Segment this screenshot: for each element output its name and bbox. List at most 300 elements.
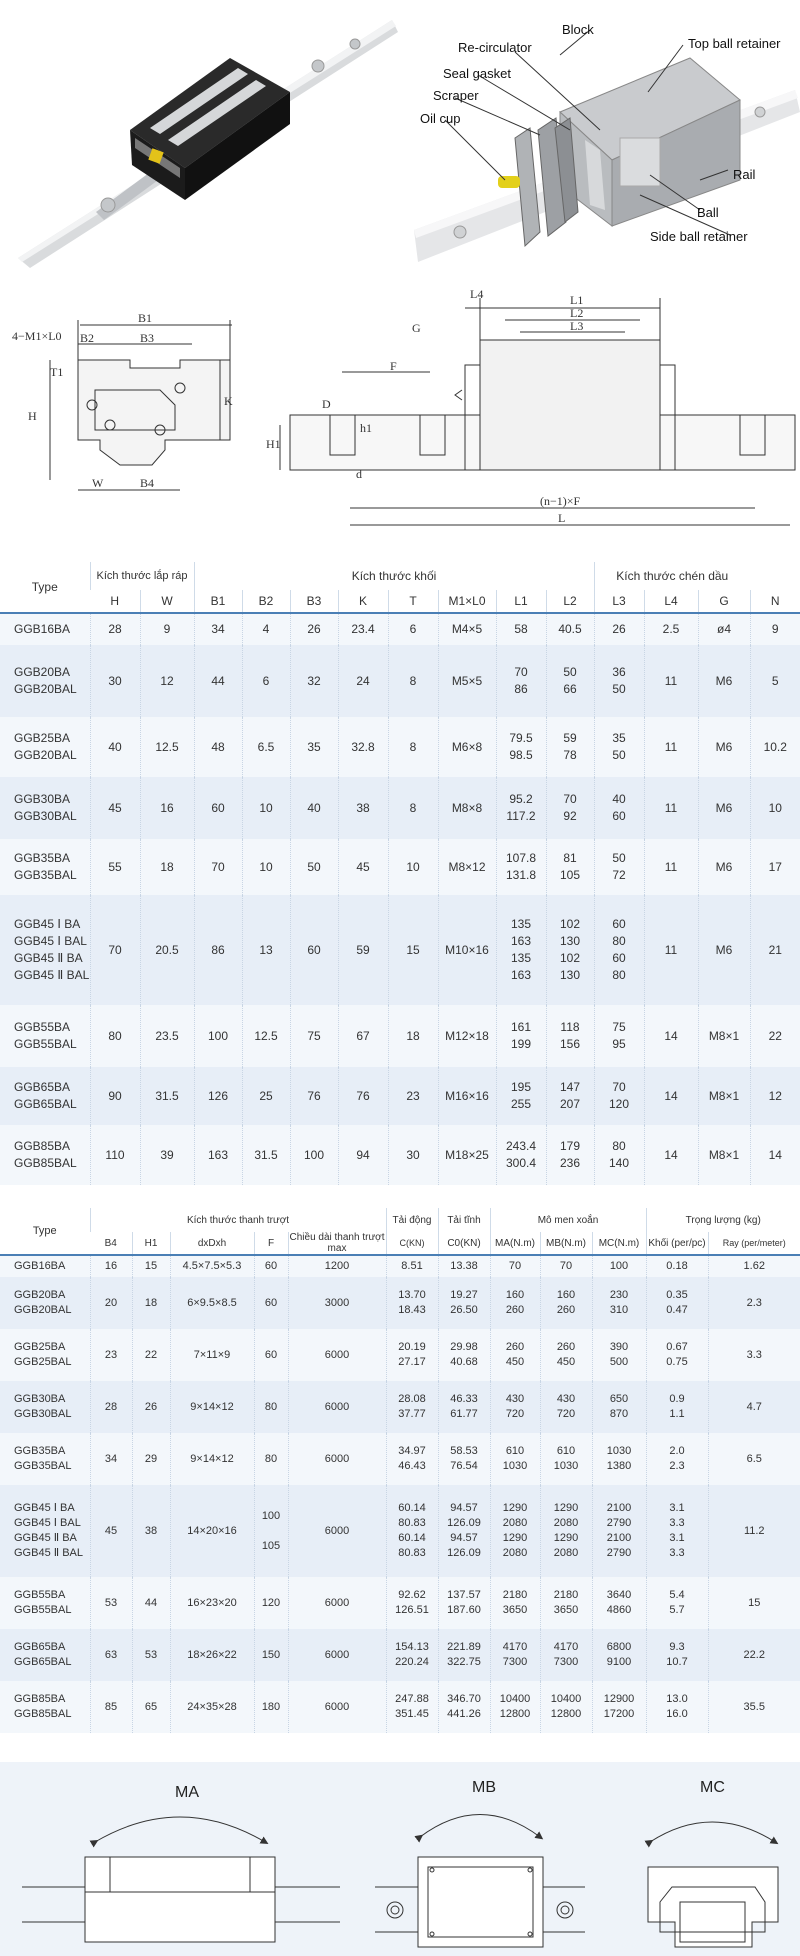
svg-text:D: D <box>322 397 331 411</box>
table-cell: 6×9.5×8.5 <box>170 1277 254 1329</box>
rail-load-table <box>0 1208 800 1733</box>
type-header: Type <box>0 562 90 613</box>
table-cell: 95.2 117.2 <box>496 777 546 839</box>
type-cell: GGB25BA GGB25BAL <box>14 1341 72 1368</box>
table-cell: 38 <box>338 777 388 839</box>
table-cell: 346.70 441.26 <box>438 1681 490 1733</box>
table-cell: 60 <box>254 1255 288 1277</box>
table1-col-header: B2 <box>242 590 290 613</box>
table-cell: 150 <box>254 1629 288 1681</box>
table-cell: 30 <box>90 645 140 717</box>
table-cell: 16×23×20 <box>170 1577 254 1629</box>
table-cell: 86 <box>194 895 242 1005</box>
table2-col-header: MC(N.m) <box>592 1232 646 1255</box>
table-cell: M10×16 <box>438 895 496 1005</box>
table-cell: 6000 <box>288 1433 386 1485</box>
svg-text:h1: h1 <box>360 421 372 435</box>
table-cell: 430 720 <box>540 1381 592 1433</box>
table-cell: M12×18 <box>438 1005 496 1067</box>
table-cell: 13.70 18.43 <box>386 1277 438 1329</box>
table-row <box>0 1629 800 1681</box>
table-cell: 23 <box>388 1067 438 1125</box>
table-cell: 36 50 <box>594 645 644 717</box>
table-cell: 11 <box>644 717 698 777</box>
type-cell: GGB16BA <box>14 622 71 636</box>
table-cell: 80 140 <box>594 1125 644 1185</box>
table-cell: 45 <box>90 777 140 839</box>
table-cell: 44 <box>132 1577 170 1629</box>
table-cell: 4170 7300 <box>540 1629 592 1681</box>
table-cell: 92.62 126.51 <box>386 1577 438 1629</box>
svg-text:L1: L1 <box>570 293 584 307</box>
table-cell: 40 60 <box>594 777 644 839</box>
table-cell: 100 <box>290 1125 338 1185</box>
type-cell: GGB30BA GGB30BAL <box>14 1393 72 1420</box>
table-cell: 3.3 <box>708 1329 800 1381</box>
table-cell: 247.88 351.45 <box>386 1681 438 1733</box>
table-cell: 12 <box>750 1067 800 1125</box>
table-cell: 48 <box>194 717 242 777</box>
moment-ma-label: MA <box>175 1784 199 1801</box>
table-cell: 13 <box>242 895 290 1005</box>
table-cell: 65 <box>132 1681 170 1733</box>
table-cell: 11 <box>644 777 698 839</box>
table1-col-header: T <box>388 590 438 613</box>
svg-text:F: F <box>390 359 397 373</box>
table2-col-header: C0(KN) <box>438 1232 490 1255</box>
table-cell: 40.5 <box>546 613 594 645</box>
table-cell: 40 <box>290 777 338 839</box>
svg-text:L3: L3 <box>570 319 584 333</box>
table-cell: 6000 <box>288 1629 386 1681</box>
table-cell: M6 <box>698 895 750 1005</box>
table-cell: 3000 <box>288 1277 386 1329</box>
table-cell: 147 207 <box>546 1067 594 1125</box>
table-row <box>0 1329 800 1381</box>
table-cell: 45 <box>338 839 388 895</box>
table-cell: 430 720 <box>490 1381 540 1433</box>
table-cell: 2.3 <box>708 1277 800 1329</box>
table-cell: 100 <box>194 1005 242 1067</box>
table-cell: 135 163 135 163 <box>496 895 546 1005</box>
table1-col-header: B3 <box>290 590 338 613</box>
table-cell: 260 450 <box>490 1329 540 1381</box>
table-cell: 15 <box>708 1577 800 1629</box>
table-cell: 6800 9100 <box>592 1629 646 1681</box>
type-cell: GGB16BA <box>14 1260 66 1272</box>
table-cell: 38 <box>132 1485 170 1577</box>
table-cell: 45 <box>90 1485 132 1577</box>
svg-text:B2: B2 <box>80 331 95 345</box>
table-cell: 80 <box>254 1433 288 1485</box>
table-cell: 60 <box>254 1329 288 1381</box>
table-cell: 650 870 <box>592 1381 646 1433</box>
table-cell: 22 <box>132 1329 170 1381</box>
table-cell: 26 <box>594 613 644 645</box>
table-cell: M6 <box>698 839 750 895</box>
table-cell: 14 <box>644 1067 698 1125</box>
svg-text:L4: L4 <box>470 287 484 301</box>
table-cell: 6 <box>242 645 290 717</box>
table-cell: 118 156 <box>546 1005 594 1067</box>
type-cell: GGB45 Ⅰ BA GGB45 Ⅰ BAL GGB45 Ⅱ BA GGB45 Ⅱ BAL <box>14 917 90 982</box>
table-cell: 22 <box>750 1005 800 1067</box>
table-cell: 0.18 <box>646 1255 708 1277</box>
table-cell: 20.5 <box>140 895 194 1005</box>
table-cell: 14×20×16 <box>170 1485 254 1577</box>
technical-drawing <box>0 280 800 545</box>
table-cell: 5 <box>750 645 800 717</box>
svg-text:(n−1)×F: (n−1)×F <box>540 494 581 508</box>
table-cell: 230 310 <box>592 1277 646 1329</box>
table-cell: 1030 1380 <box>592 1433 646 1485</box>
table-cell: 4.5×7.5×5.3 <box>170 1255 254 1277</box>
table-cell: 70 <box>90 895 140 1005</box>
table-cell: 3.1 3.3 3.1 3.3 <box>646 1485 708 1577</box>
label-ball: Ball <box>697 205 719 220</box>
table-row <box>0 1485 800 1577</box>
table-cell: 40 <box>90 717 140 777</box>
table-cell: 50 <box>290 839 338 895</box>
table-cell: 11.2 <box>708 1485 800 1577</box>
table-cell: 94 <box>338 1125 388 1185</box>
group-header-moment: Mô men xoắn <box>490 1208 646 1232</box>
table-cell: 243.4 300.4 <box>496 1125 546 1185</box>
table-cell: 16 <box>90 1255 132 1277</box>
table-cell: 59 <box>338 895 388 1005</box>
table-cell: 76 <box>338 1067 388 1125</box>
table-cell: 60 80 60 80 <box>594 895 644 1005</box>
table-cell: M6 <box>698 777 750 839</box>
table-cell: 6000 <box>288 1681 386 1733</box>
svg-text:H1: H1 <box>266 437 281 451</box>
table-cell: 100 <box>592 1255 646 1277</box>
table-cell: 2180 3650 <box>490 1577 540 1629</box>
table-cell: M6 <box>698 717 750 777</box>
table1-col-header: K <box>338 590 388 613</box>
table-cell: 6.5 <box>708 1433 800 1485</box>
table-cell: 180 <box>254 1681 288 1733</box>
table-cell: 179 236 <box>546 1125 594 1185</box>
table-cell: 22.2 <box>708 1629 800 1681</box>
table-cell: 390 500 <box>592 1329 646 1381</box>
table-cell: 14 <box>644 1125 698 1185</box>
table-cell: 110 <box>90 1125 140 1185</box>
table-cell: 70 <box>540 1255 592 1277</box>
table-cell: 23.5 <box>140 1005 194 1067</box>
table1-col-header: B1 <box>194 590 242 613</box>
type-cell: GGB45 Ⅰ BA GGB45 Ⅰ BAL GGB45 Ⅱ BA GGB45 Ⅱ BAL <box>14 1502 84 1559</box>
type-cell: GGB65BA GGB65BAL <box>14 1641 72 1668</box>
table-cell: 29 <box>132 1433 170 1485</box>
table-cell: 85 <box>90 1681 132 1733</box>
table-cell: 11 <box>644 895 698 1005</box>
table-cell: 1290 2080 1290 2080 <box>490 1485 540 1577</box>
table-cell: 90 <box>90 1067 140 1125</box>
svg-text:T1: T1 <box>50 365 64 379</box>
table-cell: 31.5 <box>242 1125 290 1185</box>
table-cell: 221.89 322.75 <box>438 1629 490 1681</box>
table2-col-header: Khối (per/pc) <box>646 1232 708 1255</box>
table-cell: M18×25 <box>438 1125 496 1185</box>
table-cell: 70 92 <box>546 777 594 839</box>
table-cell: 154.13 220.24 <box>386 1629 438 1681</box>
table-cell: 6000 <box>288 1577 386 1629</box>
table-cell: 17 <box>750 839 800 895</box>
svg-text:L2: L2 <box>570 306 584 320</box>
table-cell: M16×16 <box>438 1067 496 1125</box>
label-side-ball-retainer: Side ball retainer <box>650 229 748 244</box>
svg-text:B3: B3 <box>140 331 155 345</box>
table-row <box>0 839 800 895</box>
table-cell: 8.51 <box>386 1255 438 1277</box>
table-cell: 10 <box>388 839 438 895</box>
table-cell: 126 <box>194 1067 242 1125</box>
table-cell: 24×35×28 <box>170 1681 254 1733</box>
table-cell: 60 <box>254 1277 288 1329</box>
table-cell: 6000 <box>288 1381 386 1433</box>
table-cell: 26 <box>290 613 338 645</box>
guide-block-photo <box>18 20 398 268</box>
table-cell: 55 <box>90 839 140 895</box>
table-cell: M8×1 <box>698 1005 750 1067</box>
table-row <box>0 1255 800 1277</box>
svg-text:H: H <box>28 409 37 423</box>
table-cell: 9 <box>140 613 194 645</box>
table-cell: 137.57 187.60 <box>438 1577 490 1629</box>
front-view <box>50 320 232 490</box>
table-cell: 19.27 26.50 <box>438 1277 490 1329</box>
table-cell: 11 <box>644 839 698 895</box>
table-cell: 34.97 46.43 <box>386 1433 438 1485</box>
table-row <box>0 717 800 777</box>
table-cell: 9×14×12 <box>170 1381 254 1433</box>
table-cell: M6 <box>698 645 750 717</box>
table-cell: 12.5 <box>242 1005 290 1067</box>
dimensions-table <box>0 562 800 1185</box>
type-cell: GGB20BA GGB20BAL <box>14 665 77 696</box>
table-cell: 53 <box>132 1629 170 1681</box>
svg-text:B1: B1 <box>138 311 153 325</box>
table-cell: 24 <box>338 645 388 717</box>
group-header-weight: Trọng lượng (kg) <box>646 1208 800 1232</box>
table-row <box>0 613 800 645</box>
type-cell: GGB30BA GGB30BAL <box>14 792 77 823</box>
table-cell: 9 <box>750 613 800 645</box>
table2-col-header: MA(N.m) <box>490 1232 540 1255</box>
table1-col-header: L4 <box>644 590 698 613</box>
table-cell: 70 120 <box>594 1067 644 1125</box>
table-cell: 44 <box>194 645 242 717</box>
table-cell: 60 <box>194 777 242 839</box>
table-cell: 35.5 <box>708 1681 800 1733</box>
type-cell: GGB35BA GGB35BAL <box>14 1445 72 1472</box>
table-cell: 79.5 98.5 <box>496 717 546 777</box>
table-cell: 63 <box>90 1629 132 1681</box>
table-row <box>0 1577 800 1629</box>
table-cell: 35 50 <box>594 717 644 777</box>
table-cell: 21 <box>750 895 800 1005</box>
table1-col-header: L2 <box>546 590 594 613</box>
table-cell: 120 <box>254 1577 288 1629</box>
table2-col-header: F <box>254 1232 288 1255</box>
table-row <box>0 1067 800 1125</box>
table-cell: 161 199 <box>496 1005 546 1067</box>
group-header-rail: Kích thước thanh trượt <box>90 1208 386 1232</box>
table-cell: 160 260 <box>490 1277 540 1329</box>
table-cell: 80 <box>90 1005 140 1067</box>
label-block: Block <box>562 22 594 37</box>
table1-col-header: G <box>698 590 750 613</box>
table-cell: 76 <box>290 1067 338 1125</box>
table-cell: M8×12 <box>438 839 496 895</box>
table-cell: 8 <box>388 777 438 839</box>
table-cell: 75 95 <box>594 1005 644 1067</box>
table-cell: 15 <box>132 1255 170 1277</box>
table-cell: 3640 4860 <box>592 1577 646 1629</box>
table-cell: 260 450 <box>540 1329 592 1381</box>
table-cell: 8 <box>388 645 438 717</box>
table-row <box>0 777 800 839</box>
table-cell: 6.5 <box>242 717 290 777</box>
table2-col-header: C(KN) <box>386 1232 438 1255</box>
table-cell: 11 <box>644 645 698 717</box>
table-cell: 1290 2080 1290 2080 <box>540 1485 592 1577</box>
table-cell: 34 <box>90 1433 132 1485</box>
table-cell: 2100 2790 2100 2790 <box>592 1485 646 1577</box>
type-cell: GGB25BA GGB20BAL <box>14 731 77 762</box>
side-view <box>280 298 795 525</box>
svg-text:K: K <box>224 394 233 408</box>
type-cell: GGB85BA GGB85BAL <box>14 1139 77 1170</box>
table2-col-header: MB(N.m) <box>540 1232 592 1255</box>
table2-col-header: Ray (per/meter) <box>708 1232 800 1255</box>
label-seal-gasket: Seal gasket <box>443 66 511 81</box>
table-row <box>0 1125 800 1185</box>
table-cell: 0.9 1.1 <box>646 1381 708 1433</box>
table-cell: 10 <box>750 777 800 839</box>
table2-col-header: dxDxh <box>170 1232 254 1255</box>
table-cell: 100 105 <box>254 1485 288 1577</box>
table-cell: 4 <box>242 613 290 645</box>
table-cell: 60.14 80.83 60.14 80.83 <box>386 1485 438 1577</box>
type-cell: GGB55BA GGB55BAL <box>14 1589 72 1616</box>
table-cell: 7×11×9 <box>170 1329 254 1381</box>
table-cell: 2.5 <box>644 613 698 645</box>
table1-col-header: N <box>750 590 800 613</box>
table-cell: 20.19 27.17 <box>386 1329 438 1381</box>
table-cell: 102 130 102 130 <box>546 895 594 1005</box>
table-cell: 80 <box>254 1381 288 1433</box>
table1-col-header: L3 <box>594 590 644 613</box>
table-cell: 18×26×22 <box>170 1629 254 1681</box>
table-cell: 18 <box>388 1005 438 1067</box>
table-cell: 610 1030 <box>540 1433 592 1485</box>
table1-col-header: L1 <box>496 590 546 613</box>
table-cell: 28 <box>90 613 140 645</box>
svg-text:W: W <box>92 476 104 490</box>
table-cell: 10 <box>242 839 290 895</box>
table-cell: 6000 <box>288 1485 386 1577</box>
table-cell: 2.0 2.3 <box>646 1433 708 1485</box>
table-cell: 20 <box>90 1277 132 1329</box>
table-cell: 5.4 5.7 <box>646 1577 708 1629</box>
table-cell: 15 <box>388 895 438 1005</box>
table-cell: 14 <box>644 1005 698 1067</box>
table-cell: 9×14×12 <box>170 1433 254 1485</box>
type-cell: GGB20BA GGB20BAL <box>14 1289 72 1316</box>
group-header-dynamic-load: Tải động <box>386 1208 438 1232</box>
product-photos <box>0 0 800 270</box>
table-cell: 70 <box>490 1255 540 1277</box>
table-cell: 4170 7300 <box>490 1629 540 1681</box>
table-cell: 14 <box>750 1125 800 1185</box>
table-cell: 26 <box>132 1381 170 1433</box>
table-cell: 9.3 10.7 <box>646 1629 708 1681</box>
table1-col-header: H <box>90 590 140 613</box>
table-cell: 12900 17200 <box>592 1681 646 1733</box>
table-cell: 8 <box>388 717 438 777</box>
table-cell: M8×1 <box>698 1067 750 1125</box>
type-header-2: Type <box>0 1208 90 1255</box>
table-cell: 0.67 0.75 <box>646 1329 708 1381</box>
table-cell: 31.5 <box>140 1067 194 1125</box>
table-cell: 163 <box>194 1125 242 1185</box>
table-cell: 13.38 <box>438 1255 490 1277</box>
table-cell: 28.08 37.77 <box>386 1381 438 1433</box>
table-cell: 75 <box>290 1005 338 1067</box>
table-cell: 35 <box>290 717 338 777</box>
table-cell: 53 <box>90 1577 132 1629</box>
type-cell: GGB65BA GGB65BAL <box>14 1080 77 1111</box>
table-cell: 34 <box>194 613 242 645</box>
table-cell: 23.4 <box>338 613 388 645</box>
table-cell: M6×8 <box>438 717 496 777</box>
table-cell: 25 <box>242 1067 290 1125</box>
table-cell: 2180 3650 <box>540 1577 592 1629</box>
table-cell: 18 <box>132 1277 170 1329</box>
table-cell: 10 <box>242 777 290 839</box>
table-row <box>0 895 800 1005</box>
table-cell: 59 78 <box>546 717 594 777</box>
table-cell: 70 86 <box>496 645 546 717</box>
svg-text:G: G <box>412 321 421 335</box>
table2-col-header: B4 <box>90 1232 132 1255</box>
table1-col-header: M1×L0 <box>438 590 496 613</box>
table-cell: 0.35 0.47 <box>646 1277 708 1329</box>
table-cell: 23 <box>90 1329 132 1381</box>
table-cell: 10400 12800 <box>540 1681 592 1733</box>
table-cell: 32.8 <box>338 717 388 777</box>
table-cell: 107.8 131.8 <box>496 839 546 895</box>
table-cell: 6 <box>388 613 438 645</box>
table-cell: 94.57 126.09 94.57 126.09 <box>438 1485 490 1577</box>
moment-mc-label: MC <box>700 1779 725 1796</box>
table-cell: 58 <box>496 613 546 645</box>
table-cell: M5×5 <box>438 645 496 717</box>
table-cell: 81 105 <box>546 839 594 895</box>
label-oil-cup: Oil cup <box>420 111 461 126</box>
type-cell: GGB35BA GGB35BAL <box>14 851 77 882</box>
label-recirculator: Re-circulator <box>458 40 532 55</box>
table-cell: 13.0 16.0 <box>646 1681 708 1733</box>
svg-text:4−M1×L0: 4−M1×L0 <box>12 329 62 343</box>
group-header-block: Kích thước khối <box>194 562 594 590</box>
table-cell: 29.98 40.68 <box>438 1329 490 1381</box>
table-cell: 58.53 76.54 <box>438 1433 490 1485</box>
table-cell: 70 <box>194 839 242 895</box>
table2-col-header: Chiều dài thanh trượt max <box>289 1232 385 1254</box>
